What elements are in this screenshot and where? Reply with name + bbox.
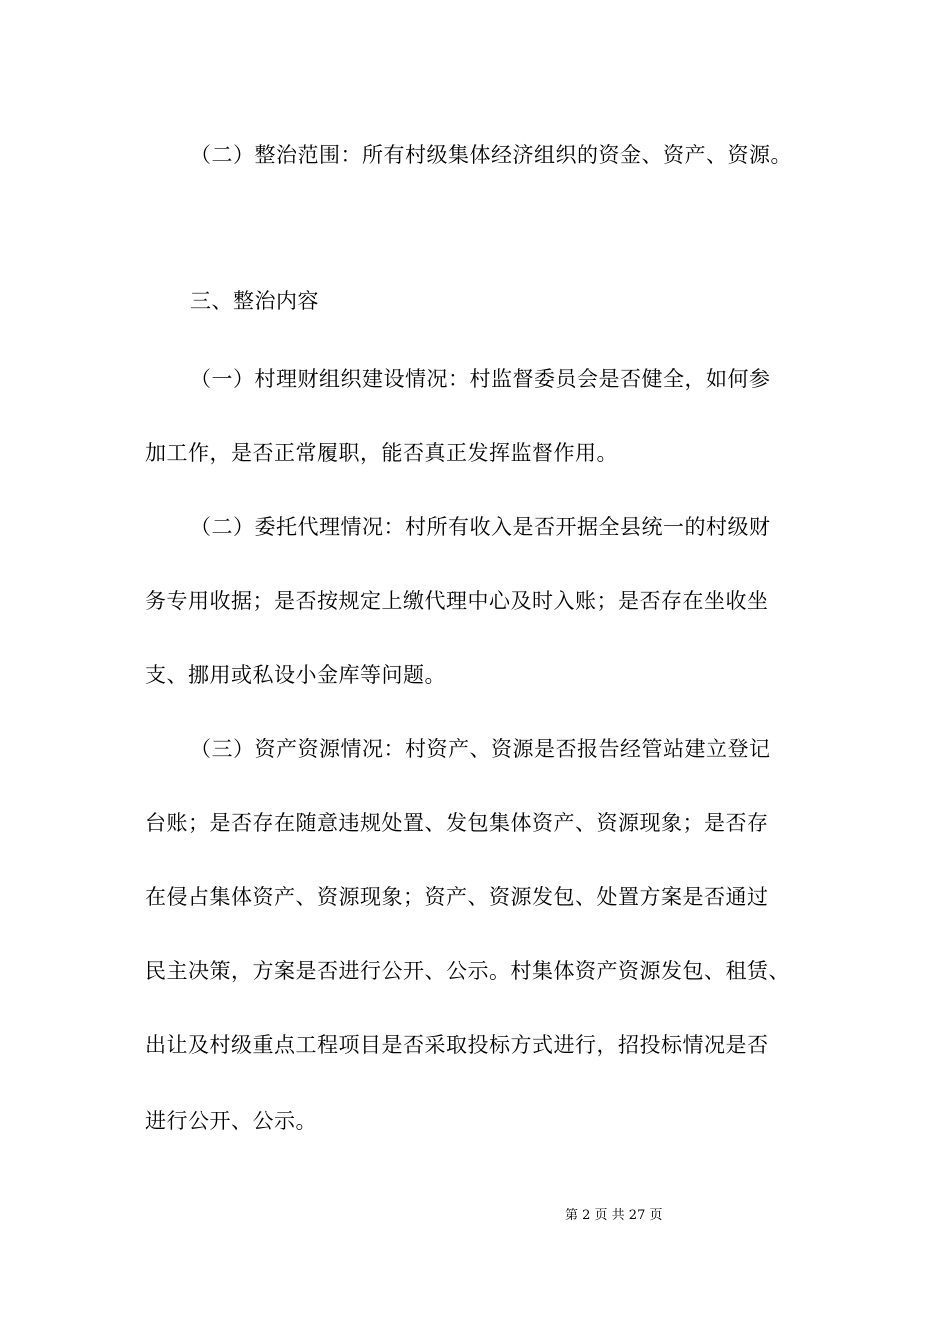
section-heading: 三、整治内容 [190, 289, 319, 313]
paragraph-line: 出让及村级重点工程项目是否采取投标方式进行，招投标情况是否 [145, 1033, 769, 1057]
paragraph-line: 务专用收据；是否按规定上缴代理中心及时入账；是否存在坐收坐 [145, 589, 769, 613]
paragraph-line: （二）委托代理情况：村所有收入是否开据全县统一的村级财 [190, 515, 771, 539]
paragraph-line: （一）村理财组织建设情况：村监督委员会是否健全，如何参 [190, 367, 771, 391]
paragraph-line: 加工作，是否正常履职，能否真正发挥监督作用。 [145, 441, 618, 465]
paragraph-line: 支、挪用或私设小金库等问题。 [145, 663, 446, 687]
paragraph-line: 进行公开、公示。 [145, 1109, 317, 1133]
paragraph-line: （二）整治范围：所有村级集体经济组织的资金、资产、资源。 [190, 143, 792, 167]
paragraph-line: 台账；是否存在随意违规处置、发包集体资产、资源现象；是否存 [145, 811, 769, 835]
paragraph-line: （三）资产资源情况：村资产、资源是否报告经管站建立登记 [190, 737, 771, 761]
paragraph-line: 民主决策，方案是否进行公开、公示。村集体资产资源发包、租赁、 [145, 959, 790, 983]
page-number-label: 第 2 页 共 27 页 [565, 1208, 663, 1223]
paragraph-line: 在侵占集体资产、资源现象；资产、资源发包、处置方案是否通过 [145, 885, 769, 909]
